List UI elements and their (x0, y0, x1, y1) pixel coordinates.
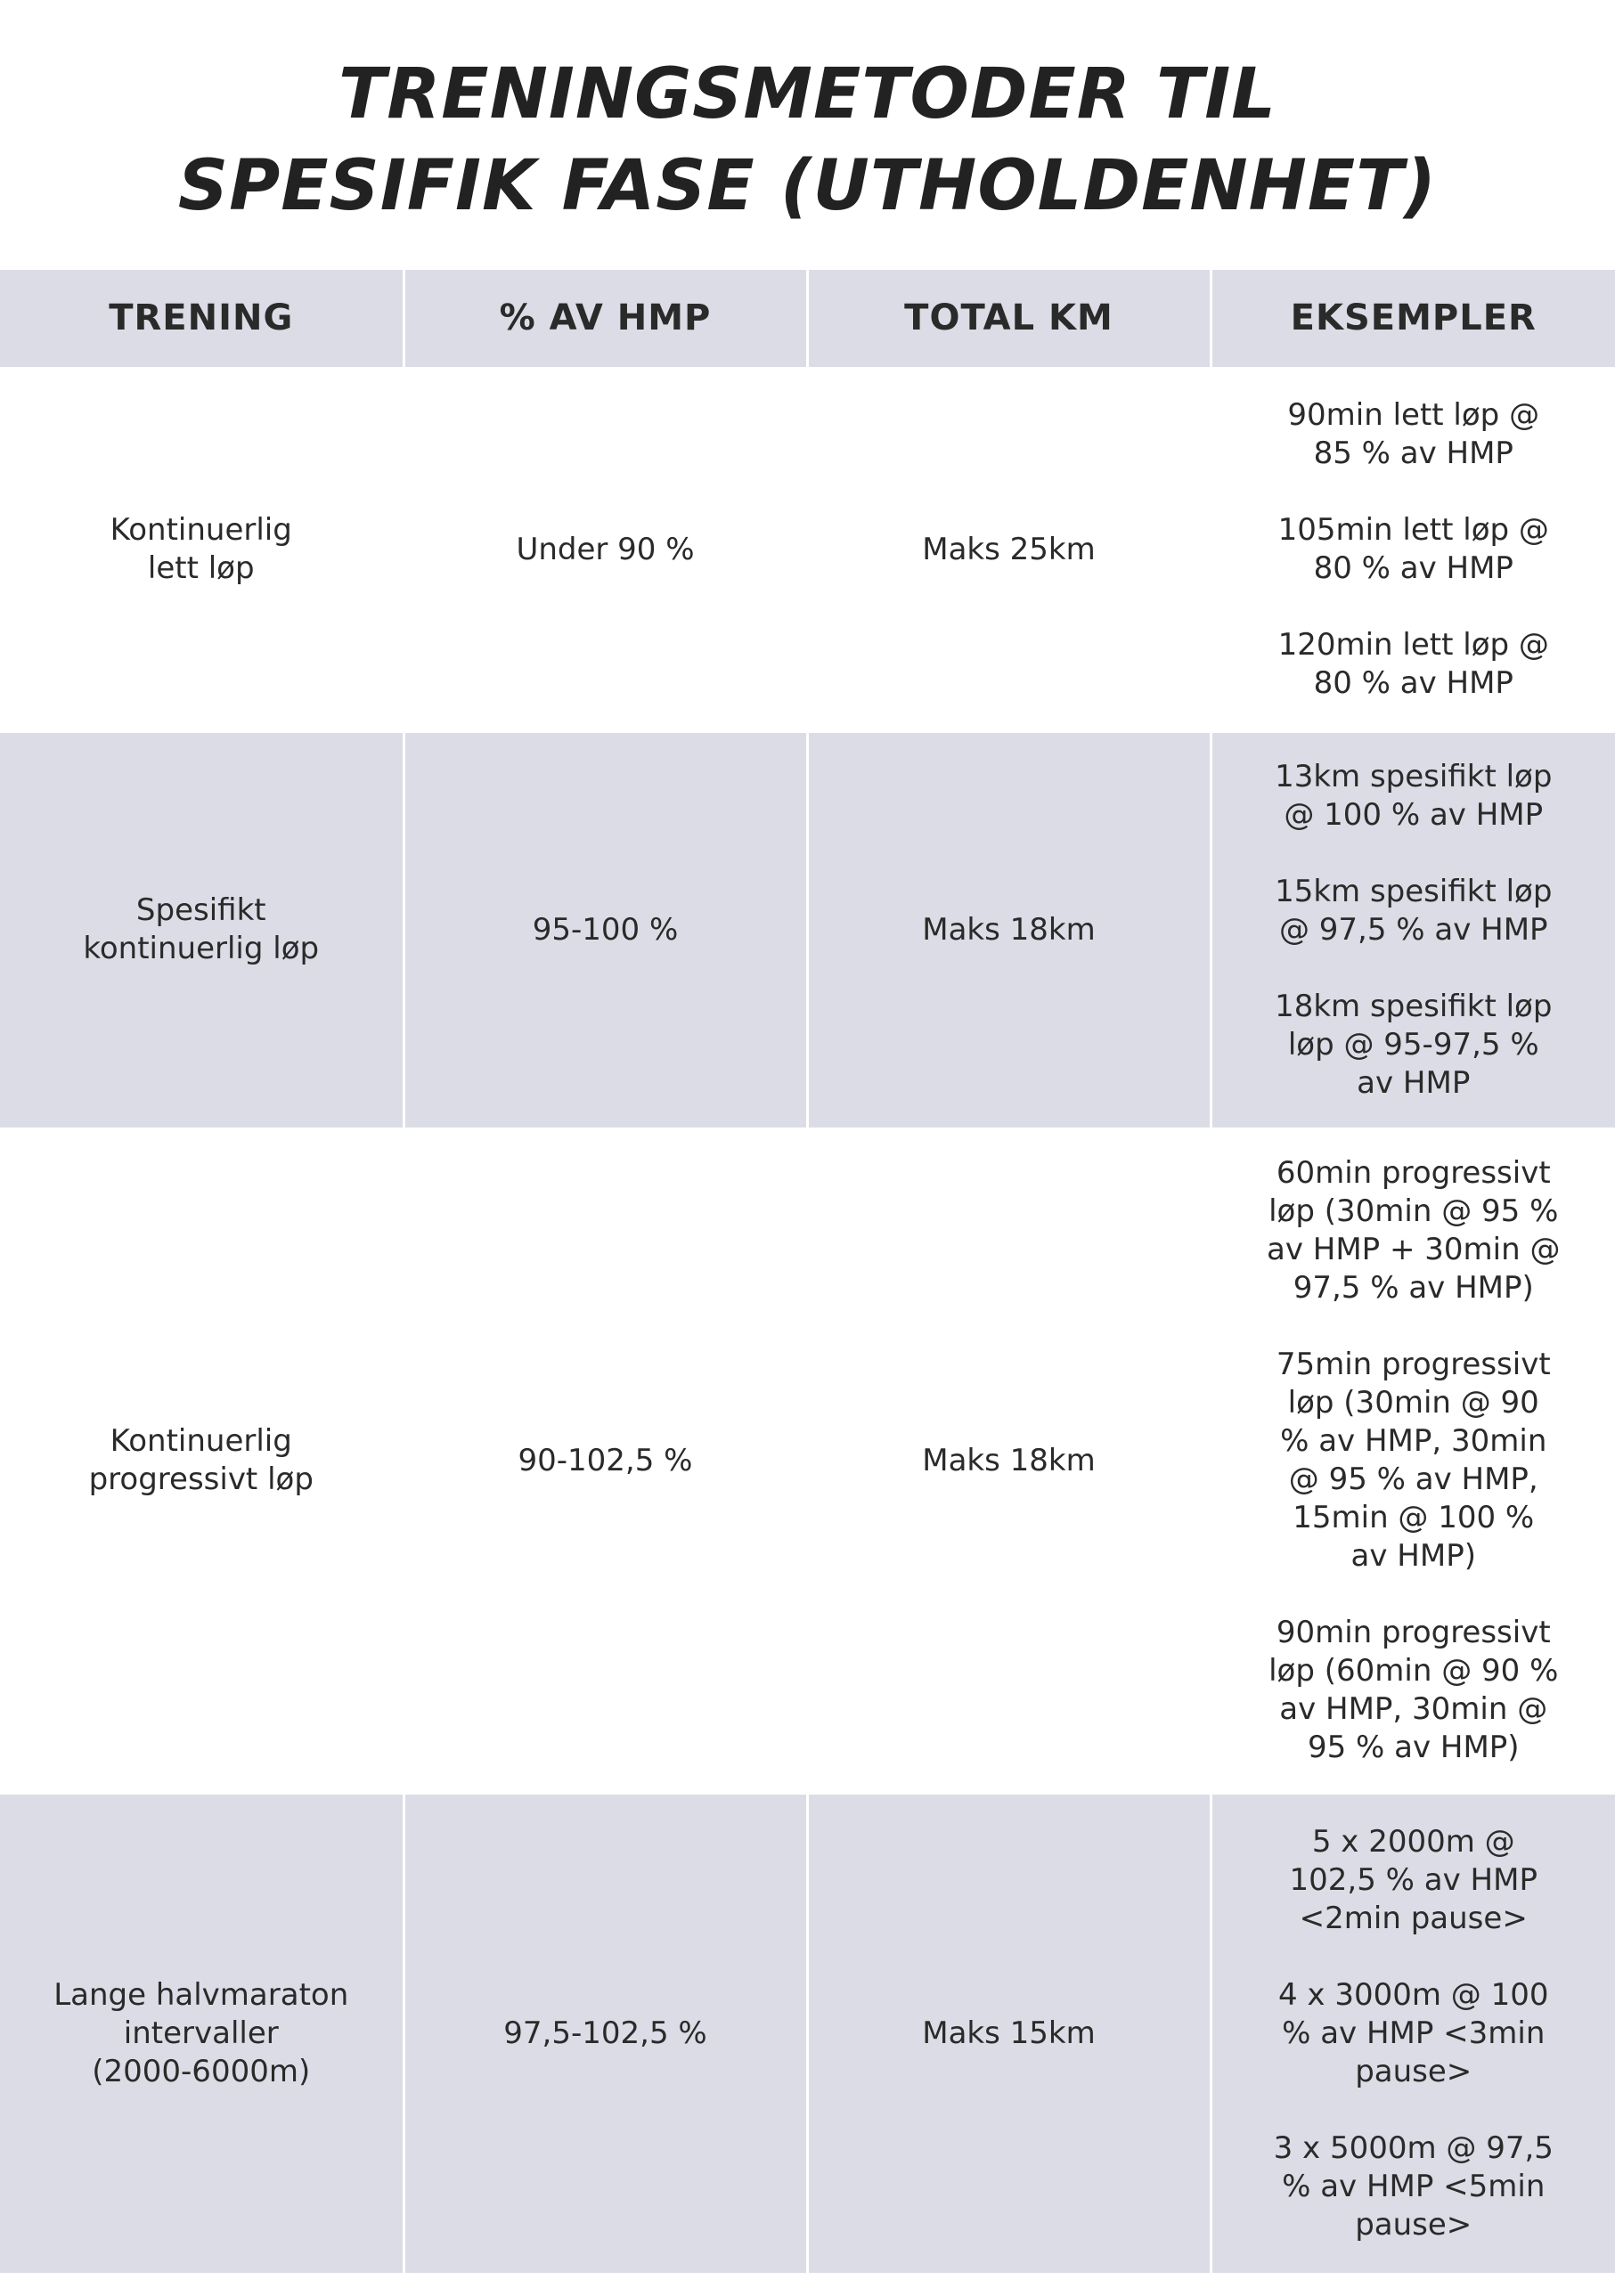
page-title (0, 49, 1615, 232)
title-line-1: TRENINGSMETODER TIL (338, 54, 1277, 134)
cell-trening: Kontinuerlig progressivt løp (0, 1128, 404, 1793)
cell-hmp: 95-100 % (404, 731, 807, 1128)
header-trening: TRENING (0, 270, 404, 368)
example-item: 13km spesifikt løp @ 100 % av HMP (1275, 758, 1553, 833)
example-item: 120min lett løp @ 80 % av HMP (1277, 627, 1549, 701)
table-row (0, 1128, 1615, 1793)
table-row (0, 731, 1615, 1128)
cell-total-km: Maks 15km (807, 1793, 1211, 2274)
cell-trening: Lange halvmaraton intervaller (2000-6000m) (0, 1793, 404, 2274)
example-item: 18km spesifikt løp løp @ 95-97,5 % av HMP (1275, 988, 1553, 1101)
header-hmp: % AV HMP (404, 270, 807, 368)
cell-hmp: 97,5-102,5 % (404, 1793, 807, 2274)
table-row (0, 1793, 1615, 2274)
cell-eksempler (1211, 1793, 1615, 2274)
example-item: 105min lett løp @ 80 % av HMP (1277, 512, 1549, 586)
example-item: 3 x 5000m @ 97,5 % av HMP <5min pause> (1273, 2129, 1554, 2243)
example-item: 90min progressivt løp (60min @ 90 % av HMP, 30min @ 95 % av HMP) (1268, 1615, 1559, 1765)
cell-eksempler (1211, 1128, 1615, 1793)
cell-trening: Kontinuerlig lett løp (0, 368, 404, 731)
title-line-2: SPESIFIK FASE (UTHOLDENHET) (177, 146, 1438, 226)
training-methods-table (0, 270, 1615, 2276)
header-eksempler: EKSEMPLER (1211, 270, 1615, 368)
cell-total-km: Maks 18km (807, 1128, 1211, 1793)
example-item: 90min lett løp @ 85 % av HMP (1287, 397, 1540, 471)
cell-hmp: Under 90 % (404, 368, 807, 731)
cell-eksempler (1211, 731, 1615, 1128)
example-item: 5 x 2000m @ 102,5 % av HMP <2min pause> (1289, 1823, 1538, 1936)
cell-eksempler (1211, 368, 1615, 731)
table-header-row (0, 270, 1615, 368)
example-item: 4 x 3000m @ 100 % av HMP <3min pause> (1277, 1976, 1549, 2089)
header-total-km: TOTAL KM (807, 270, 1211, 368)
cell-total-km: Maks 18km (807, 731, 1211, 1128)
example-item: 60min progressivt løp (30min @ 95 % av HMP + 30min @ 97,5 % av HMP) (1267, 1155, 1561, 1306)
example-item: 15km spesifikt løp @ 97,5 % av HMP (1275, 873, 1553, 948)
cell-trening: Spesifikt kontinuerlig løp (0, 731, 404, 1128)
cell-total-km: Maks 25km (807, 368, 1211, 731)
cell-hmp: 90-102,5 % (404, 1128, 807, 1793)
example-item: 75min progressivt løp (30min @ 90 % av HMP, 30min @ 95 % av HMP, 15min @ 100 % av HMP) (1276, 1347, 1551, 1574)
table-row (0, 368, 1615, 731)
